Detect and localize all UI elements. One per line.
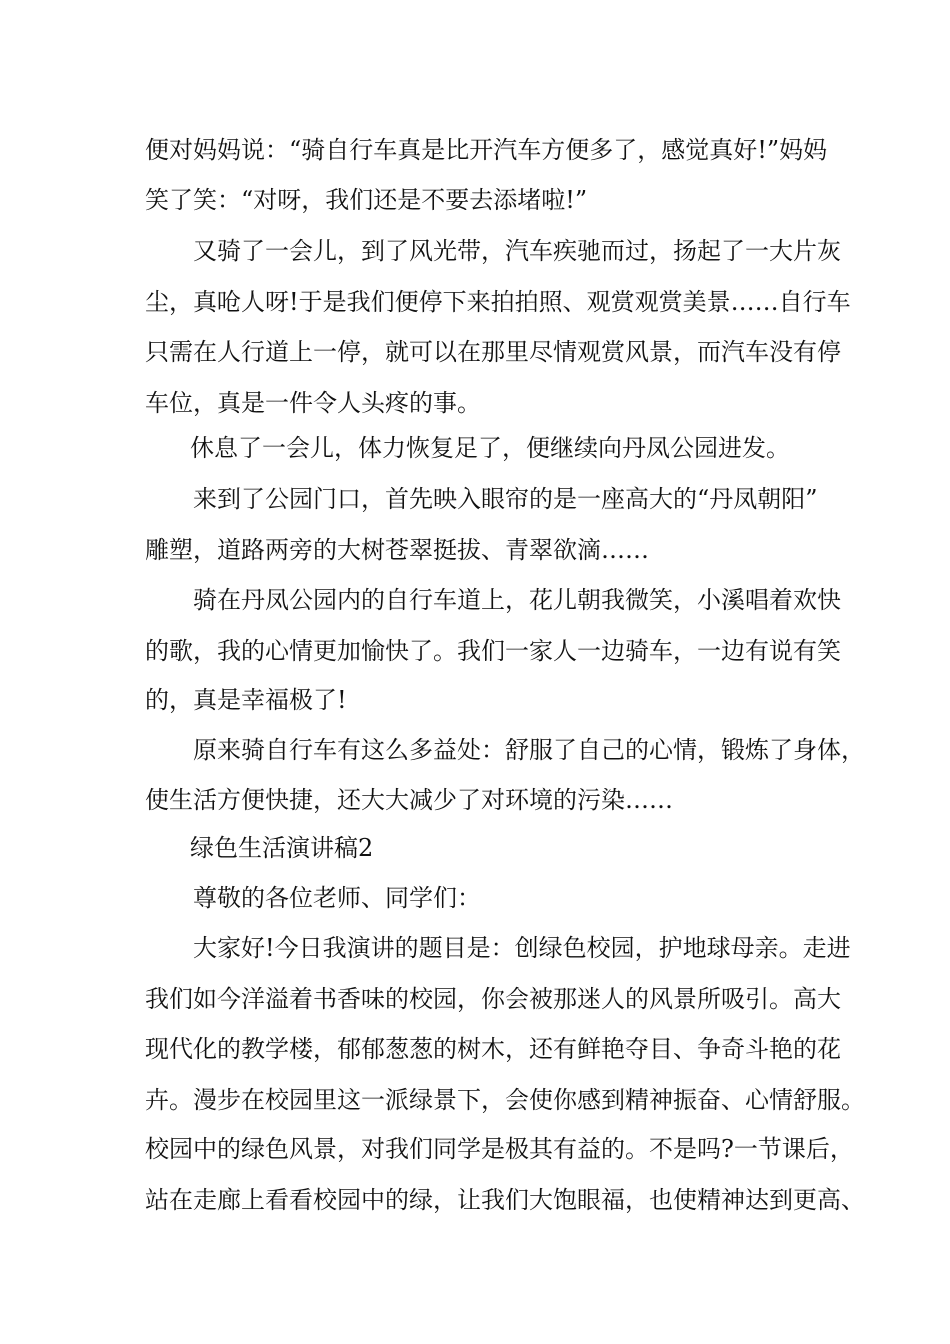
text-line: 的歌，我的心情更加愉快了。我们一家人一边骑车，一边有说有笑 <box>145 637 841 665</box>
text-line: 便对妈妈说：“骑自行车真是比开汽车方便多了，感觉真好!”妈妈 <box>145 136 828 164</box>
text-line: 只需在人行道上一停，就可以在那里尽情观赏风景，而汽车没有停 <box>145 338 841 366</box>
text-line: 尊敬的各位老师、同学们： <box>193 884 481 912</box>
text-line: 大家好!今日我演讲的题目是：创绿色校园，护地球母亲。走进 <box>193 934 851 962</box>
text-line: 使生活方便快捷，还大大减少了对环境的污染…… <box>145 786 673 814</box>
text-line: 尘，真呛人呀!于是我们便停下来拍拍照、观赏观赏美景……自行车 <box>145 288 851 316</box>
text-line: 校园中的绿色风景，对我们同学是极其有益的。不是吗?一节课后， <box>145 1135 854 1163</box>
text-line: 的，真是幸福极了! <box>145 686 347 714</box>
text-line: 笑了笑：“对呀，我们还是不要去添堵啦!” <box>145 186 588 214</box>
text-line: 来到了公园门口，首先映入眼帘的是一座高大的“丹凤朝阳” <box>193 485 818 513</box>
text-line: 站在走廊上看看校园中的绿，让我们大饱眼福，也使精神达到更高、 <box>145 1186 865 1214</box>
text-line: 车位，真是一件令人头疼的事。 <box>145 389 481 417</box>
text-line: 骑在丹凤公园内的自行车道上，花儿朝我微笑，小溪唱着欢快 <box>193 586 841 614</box>
text-line: 我们如今洋溢着书香味的校园，你会被那迷人的风景所吸引。高大 <box>145 985 841 1013</box>
text-line: 休息了一会儿，体力恢复足了，便继续向丹凤公园进发。 <box>190 434 790 462</box>
section-heading: 绿色生活演讲稿2 <box>190 834 374 862</box>
text-line: 雕塑，道路两旁的大树苍翠挺拔、青翠欲滴…… <box>145 536 649 564</box>
text-line: 原来骑自行车有这么多益处：舒服了自己的心情，锻炼了身体， <box>193 736 865 764</box>
text-line: 又骑了一会儿，到了风光带，汽车疾驰而过，扬起了一大片灰 <box>193 237 841 265</box>
text-line: 卉。漫步在校园里这一派绿景下，会使你感到精神振奋、心情舒服。 <box>145 1086 865 1114</box>
text-line: 现代化的教学楼，郁郁葱葱的树木，还有鲜艳夺目、争奇斗艳的花 <box>145 1035 841 1063</box>
